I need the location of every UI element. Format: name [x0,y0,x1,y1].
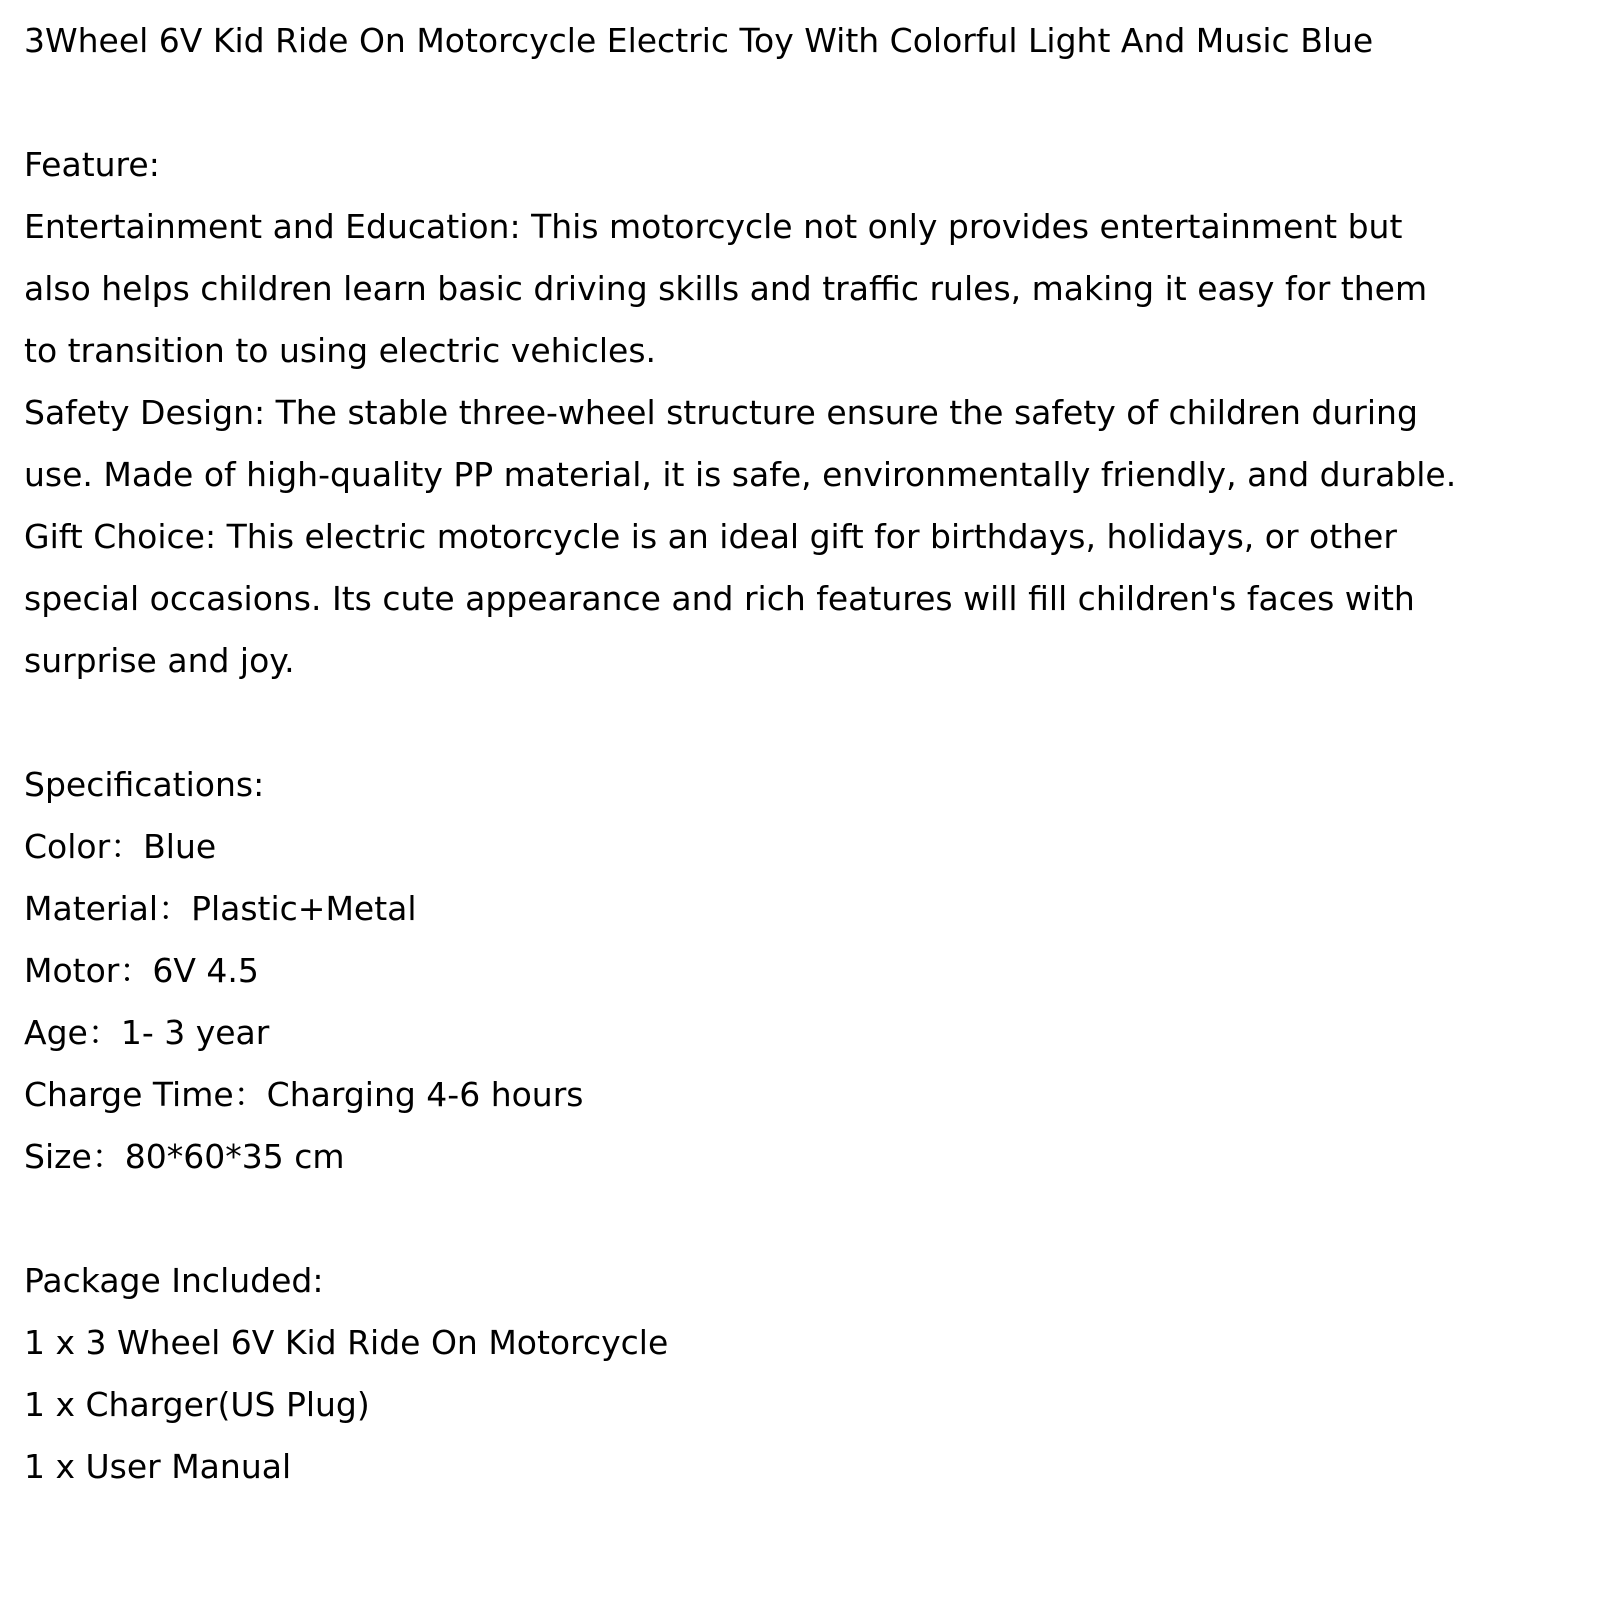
feature-line: Safety Design: The stable three-wheel structure ensure the safety of children during [24,393,1418,432]
document-body [24,10,1584,1498]
spacer [24,1188,1584,1250]
feature-paragraph-entertainment [24,196,1584,382]
spacer [24,692,1584,754]
feature-paragraph-safety [24,382,1584,506]
package-item-manual: 1 x User Manual [24,1447,292,1486]
spec-motor: Motor：6V 4.5 [24,951,259,990]
feature-paragraph-gift [24,506,1584,692]
specifications-heading: Specifications: [24,765,265,804]
feature-line: special occasions. Its cute appearance and rich features will fill children's faces with [24,579,1415,618]
spacer [24,72,1584,134]
product-title: 3Wheel 6V Kid Ride On Motorcycle Electric Toy With Colorful Light And Music Blue [24,21,1374,60]
package-heading: Package Included: [24,1261,324,1300]
package-item-charger: 1 x Charger(US Plug) [24,1385,370,1424]
spec-color: Color：Blue [24,827,217,866]
feature-line: surprise and joy. [24,641,295,680]
package-item-motorcycle: 1 x 3 Wheel 6V Kid Ride On Motorcycle [24,1323,669,1362]
spec-material: Material：Plastic+Metal [24,889,417,928]
feature-line: to transition to using electric vehicles. [24,331,657,370]
feature-line: also helps children learn basic driving skills and traffic rules, making it easy for them [24,269,1428,308]
feature-line: use. Made of high-quality PP material, it is safe, environmentally friendly, and durable. [24,455,1457,494]
feature-heading: Feature: [24,145,160,184]
spec-size: Size：80*60*35 cm [24,1137,345,1176]
spec-age: Age：1- 3 year [24,1013,270,1052]
feature-line: Gift Choice: This electric motorcycle is an ideal gift for birthdays, holidays, or other [24,517,1397,556]
spec-charge-time: Charge Time：Charging 4-6 hours [24,1075,584,1114]
feature-line: Entertainment and Education: This motorcycle not only provides entertainment but [24,207,1403,246]
